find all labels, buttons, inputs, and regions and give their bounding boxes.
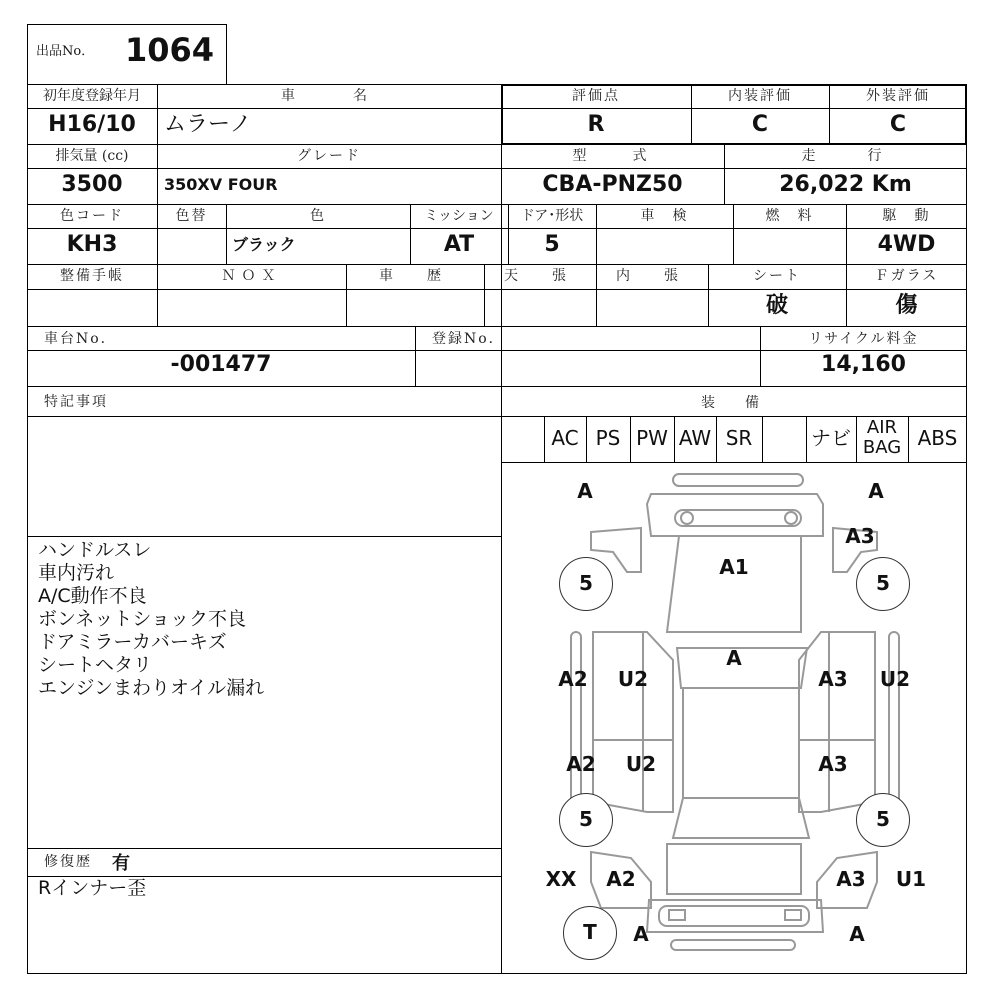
lot-label: 出品No． [36, 44, 95, 59]
note-line: シートヘタリ [38, 654, 153, 676]
equipment-label: 装 備 [701, 395, 767, 411]
tire-front-right: 5 [856, 557, 910, 611]
note-line: A/C動作不良 [38, 585, 147, 607]
door-label: ドア･形状 [520, 208, 584, 224]
damage-mark: U2 [617, 667, 649, 691]
exterior-value: C [889, 112, 907, 137]
recycle-value: 14,160 [821, 352, 906, 377]
equip-sr: SR [725, 426, 753, 450]
note-line: 車内汚れ [38, 562, 115, 584]
car-name-label: 車 名 [281, 88, 377, 104]
tire-rear-right: 5 [856, 793, 910, 847]
damage-mark: A [849, 922, 865, 946]
equip-ps: PS [595, 426, 621, 450]
registration-label: 登録No． [432, 331, 505, 347]
notes-list [38, 539, 498, 700]
color-value: ブラック [232, 235, 296, 254]
grade-value: 350XV FOUR [164, 175, 278, 194]
equip-navi: ナビ [811, 426, 851, 450]
damage-mark: A [633, 922, 649, 946]
car-diagram [501, 462, 967, 974]
damage-mark: U1 [895, 867, 927, 891]
first-reg-label: 初年度登録年月 [43, 88, 141, 104]
seat-label: シート [753, 268, 801, 284]
model-label: 型 式 [572, 148, 653, 164]
color-label: 色 [310, 208, 326, 224]
roof-label: 天 張 [504, 268, 576, 284]
damage-mark: A [868, 479, 884, 503]
score-label: 評価点 [572, 88, 620, 104]
damage-mark: A3 [836, 867, 866, 891]
damage-mark: A3 [845, 524, 875, 548]
mission-label: ミッション [424, 208, 494, 224]
door-value: 5 [544, 232, 560, 257]
mileage-value: 26,022 Km [779, 172, 912, 197]
repair-label: 修復歴 [44, 854, 92, 870]
damage-mark: A1 [719, 555, 749, 579]
note-line: ハンドルスレ [38, 539, 152, 561]
tire-front-left: 5 [559, 557, 613, 611]
chassis-label: 車台No． [44, 331, 117, 347]
repair-value: 有 [112, 853, 130, 874]
mileage-label: 走 行 [801, 148, 890, 164]
equip-ac: AC [551, 426, 579, 450]
interior-value: C [751, 112, 769, 137]
history-label: 車 歴 [379, 268, 451, 284]
spare-tire: T [563, 906, 617, 960]
equip-airbag-bottom: BAG [862, 437, 902, 458]
note-line: ボンネットショック不良 [38, 608, 247, 630]
glass-value: 傷 [895, 293, 918, 318]
equip-airbag [856, 418, 908, 458]
first-reg-value: H16/10 [48, 112, 136, 137]
inspection-label: 車 検 [640, 208, 689, 224]
damage-mark: A2 [606, 867, 636, 891]
damage-mark: A [577, 479, 593, 503]
color-change-label: 色替 [175, 208, 208, 224]
exterior-label: 外装評価 [866, 88, 930, 104]
model-value: CBA-PNZ50 [542, 172, 683, 197]
tire-rear-left: 5 [559, 793, 613, 847]
note-line: ドアミラーカバーキズ [38, 631, 227, 653]
damage-mark: U2 [879, 667, 911, 691]
seat-value: 破 [765, 293, 788, 318]
color-code-value: KH3 [66, 232, 118, 257]
damage-mark: A2 [566, 752, 596, 776]
equip-abs: ABS [917, 426, 958, 450]
drive-label: 駆 動 [882, 208, 931, 224]
note-line: エンジンまわりオイル漏れ [38, 677, 265, 699]
drive-value: 4WD [877, 232, 936, 257]
damage-mark: U2 [625, 752, 657, 776]
equip-aw: AW [678, 426, 712, 450]
maintenance-label: 整備手帳 [60, 268, 124, 284]
damage-mark: A [726, 646, 742, 670]
glass-label: Ｆガラス [874, 268, 939, 284]
fuel-label: 燃 料 [765, 208, 814, 224]
chassis-value: -001477 [170, 352, 272, 377]
inner-label: 内 張 [616, 268, 688, 284]
damage-mark: A2 [558, 667, 588, 691]
displacement-label: 排気量 (cc) [55, 148, 129, 164]
score-value: R [587, 112, 605, 137]
color-code-label: 色コード [60, 208, 124, 224]
interior-label: 内装評価 [728, 88, 792, 104]
damage-mark: A3 [818, 752, 848, 776]
damage-mark: A3 [818, 667, 848, 691]
equip-pw: PW [636, 426, 668, 450]
mission-value: AT [443, 232, 475, 257]
damage-mark: XX [545, 867, 577, 891]
repair-note: Rインナー歪 [38, 877, 147, 899]
nox-label: ＮＯＸ [221, 268, 282, 284]
car-name-value: ムラーノ [164, 112, 252, 137]
equip-airbag-top: AIR [866, 417, 898, 438]
notes-label: 特記事項 [44, 394, 108, 410]
lot-number: 1064 [125, 31, 215, 69]
displacement-value: 3500 [61, 172, 123, 197]
grade-label: グレード [297, 148, 361, 164]
recycle-label: リサイクル料金 [808, 331, 919, 347]
